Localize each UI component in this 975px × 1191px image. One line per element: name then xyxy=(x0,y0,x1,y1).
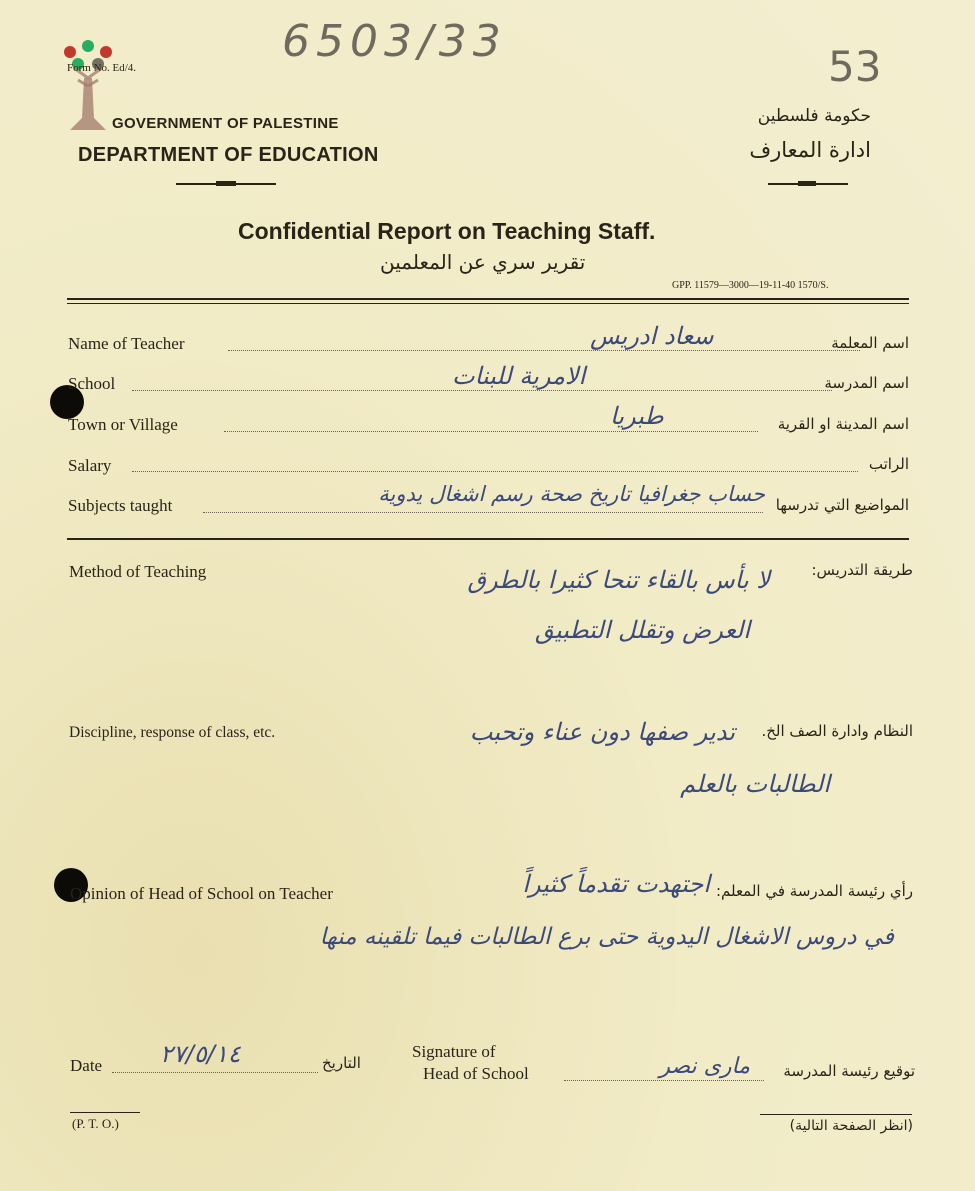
subjects-dotted-line xyxy=(203,512,763,513)
opinion-line-2: في دروس الاشغال اليدوية حتى برع الطالبات فيما تلقينه منها xyxy=(319,924,894,950)
discipline-line-2: الطالبات بالعلم xyxy=(680,770,830,798)
signature-label-ar: توقيع رئيسة المدرسة xyxy=(783,1062,915,1080)
teacher-value: سعاد ادريس xyxy=(590,322,714,350)
discipline-label-en: Discipline, response of class, etc. xyxy=(69,724,276,741)
opinion-label-en: Opinion of Head of School on Teacher xyxy=(70,884,333,903)
signature-label-line-2: Head of School xyxy=(423,1064,529,1083)
top-rule-2 xyxy=(67,303,909,304)
signature-label-line-1: Signature of xyxy=(412,1042,496,1061)
method-label-en: Method of Teaching xyxy=(69,562,207,581)
government-en: GOVERNMENT OF PALESTINE xyxy=(112,115,339,132)
method-line-2: العرض وتقلل التطبيق xyxy=(534,616,750,644)
method-line-1: لا بأس بالقاء تنحا كثيرا بالطرق xyxy=(467,566,770,594)
opinion-label-ar: رأي رئيسة المدرسة في المعلم: xyxy=(715,882,913,900)
pto-rule xyxy=(70,1112,140,1113)
school-label-ar: اسم المدرسة xyxy=(824,374,909,392)
teacher-dotted-line xyxy=(228,350,860,351)
method-label-ar: طريقة التدريس: xyxy=(811,561,913,579)
department-ar: ادارة المعارف xyxy=(749,138,871,162)
school-dotted-line xyxy=(132,390,832,391)
government-ar: حكومة فلسطين xyxy=(757,106,871,126)
gpp-code: GPP. 11579—3000—19-11-40 1570/S. xyxy=(672,280,829,291)
salary-label-ar: الراتب xyxy=(868,455,909,473)
top-rule-1 xyxy=(67,298,909,300)
fields-bottom-rule xyxy=(67,538,909,540)
subjects-label-en: Subjects taught xyxy=(68,496,173,515)
opinion-line-1: اجتهدت تقدماً كثيراً xyxy=(522,870,710,898)
subjects-label-ar: المواضيع التي تدرسها xyxy=(775,496,909,514)
date-dotted-line xyxy=(112,1072,318,1073)
page-number: 53 xyxy=(828,42,882,91)
discipline-line-1: تدير صفها دون عناء وتحبب xyxy=(469,718,735,746)
file-number: 6503/33 xyxy=(282,16,507,67)
report-title-en: Confidential Report on Teaching Staff. xyxy=(238,218,656,244)
salary-label-en: Salary xyxy=(68,456,112,475)
date-label-en: Date xyxy=(70,1056,103,1075)
signature-dotted-line xyxy=(564,1080,764,1081)
signature-value: مارى نصر xyxy=(659,1054,750,1079)
date-value: ٢٧/٥/١٤ xyxy=(160,1040,241,1068)
header-rule-left-mark xyxy=(216,181,236,186)
form-number: Form No. Ed/4. xyxy=(67,62,137,74)
salary-dotted-line xyxy=(132,471,858,472)
department-en: DEPARTMENT OF EDUCATION xyxy=(78,144,379,166)
pto-en: (P. T. O.) xyxy=(72,1116,119,1131)
report-title-ar: تقرير سري عن المعلمين xyxy=(380,250,586,274)
header-rule-right-mark xyxy=(798,181,816,186)
school-label-en: School xyxy=(68,374,116,393)
town-value: طبريا xyxy=(610,402,664,430)
town-label-en: Town or Village xyxy=(68,415,178,434)
date-label-ar: التاريخ xyxy=(322,1054,361,1072)
town-label-ar: اسم المدينة او القرية xyxy=(777,415,909,433)
teacher-label-en: Name of Teacher xyxy=(68,334,185,353)
pto-ar-rule xyxy=(760,1114,912,1115)
town-dotted-line xyxy=(224,431,758,432)
archive-tree-logo xyxy=(56,38,120,134)
subjects-value: حساب جغرافيا تاريخ صحة رسم اشغال يدوية xyxy=(378,482,765,506)
teacher-label-ar: اسم المعلمة xyxy=(831,334,909,352)
school-value: الامرية للبنات xyxy=(452,362,586,390)
discipline-label-ar: النظام وادارة الصف الخ. xyxy=(761,722,913,740)
pto-ar: (انظر الصفحة التالية) xyxy=(789,1118,913,1134)
